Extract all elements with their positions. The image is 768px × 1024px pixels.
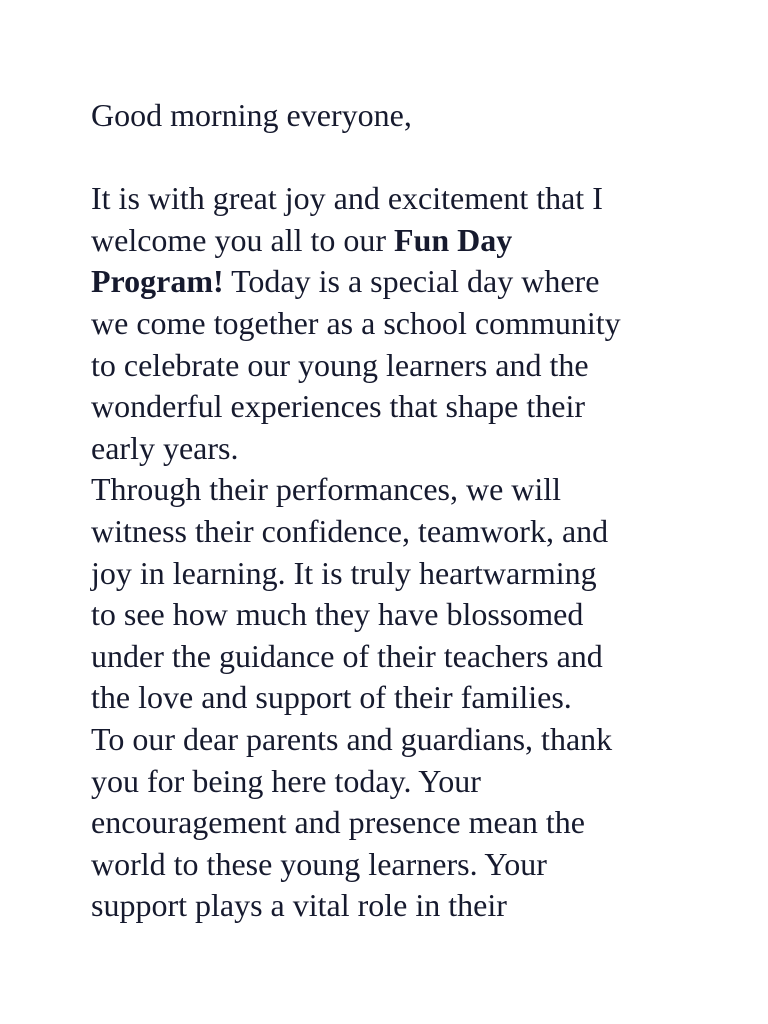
paragraph-2-line-1: Through their performances, we will bbox=[91, 471, 562, 508]
paragraph-1-line-4: we come together as a school community bbox=[91, 304, 621, 341]
paragraph-1-line-6: wonderful experiences that shape their bbox=[91, 388, 586, 425]
paragraph-2-line-6: the love and support of their families. bbox=[91, 679, 572, 716]
paragraph-1-line-7: early years. bbox=[91, 429, 239, 466]
paragraph-1-line-2 bbox=[91, 220, 691, 262]
paragraph-3-line-5: support plays a vital role in their bbox=[91, 887, 507, 924]
blank-line bbox=[91, 137, 691, 179]
text-run: Today is a special day where bbox=[223, 263, 600, 300]
paragraph-1-line-5: to celebrate our young learners and the bbox=[91, 346, 589, 383]
text-run: welcome you all to our bbox=[91, 221, 395, 258]
paragraph-3-line-4: world to these young learners. Your bbox=[91, 845, 547, 882]
paragraph-2-line-4: to see how much they have blossomed bbox=[91, 596, 584, 633]
event-name-bold: Fun Day bbox=[394, 221, 513, 258]
paragraph-3-line-1: To our dear parents and guardians, thank bbox=[91, 720, 613, 757]
paragraph-3-line-3: encouragement and presence mean the bbox=[91, 804, 585, 841]
paragraph-2-line-5: under the guidance of their teachers and bbox=[91, 637, 603, 674]
paragraph-3-line-2: you for being here today. Your bbox=[91, 762, 481, 799]
event-name-bold-cont: Program! bbox=[91, 263, 224, 300]
document-page bbox=[91, 95, 691, 927]
paragraph-2-line-3: joy in learning. It is truly heartwarming bbox=[91, 554, 597, 591]
paragraph-1-line-3 bbox=[91, 261, 691, 303]
greeting: Good morning everyone, bbox=[91, 97, 412, 133]
paragraph-2-line-2: witness their confidence, teamwork, and bbox=[91, 512, 609, 549]
paragraph-1-line-1: It is with great joy and excitement that I bbox=[91, 180, 603, 217]
